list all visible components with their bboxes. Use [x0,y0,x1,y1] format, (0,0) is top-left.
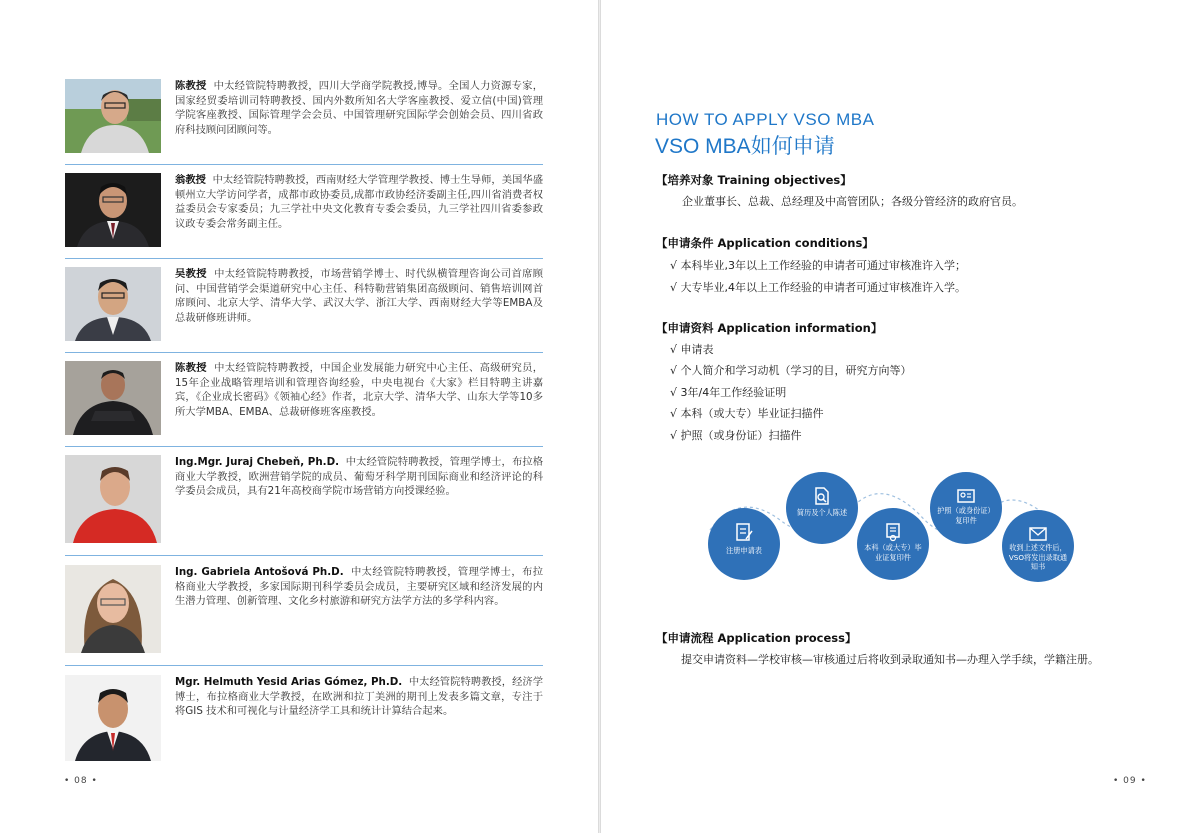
document-search-icon [812,486,832,506]
left-page [0,0,598,833]
form-icon [734,522,754,542]
flow-step-label: 简历及个人陈述 [796,508,848,517]
faculty-name: Ing.Mgr. Juraj Chebeň, Ph.D. [175,456,340,468]
faculty-bio [175,675,543,719]
information-line: √ 护照（或身份证）扫描件 [670,429,802,442]
flow-step-2 [786,472,858,544]
process-line: 提交申请资料—学校审核—审核通过后将收到录取通知书—办理入学手续，学籍注册。 [681,653,1099,666]
section-title-objectives: 【培养对象 Training objectives】 [656,173,852,187]
flow-step-4 [930,472,1002,544]
flow-step-label: 本科（或大专）毕业证复印件 [864,543,922,562]
faculty-photo [65,361,161,435]
objectives-line: 企业董事长、总裁、总经理及中高管团队；各级分管经济的政府官员。 [682,195,1023,208]
divider [65,258,543,259]
conditions-line: √ 本科毕业,3年以上工作经验的申请者可通过审核准许入学； [670,259,966,272]
flow-step-1 [708,508,780,580]
section-title-conditions: 【申请条件 Application conditions】 [656,236,874,250]
faculty-name: 陈教授 [175,362,207,374]
flow-step-label: 收到上述文件后，VSO将发出录取通知书 [1008,543,1068,571]
flow-step-5 [1002,510,1074,582]
faculty-bio [175,565,543,609]
heading-english: HOW TO APPLY VSO MBA [656,110,875,129]
id-card-icon [956,486,976,506]
flow-step-label: 注册申请表 [726,546,762,555]
faculty-bio [175,455,543,499]
flow-step-label: 护照（或身份证）复印件 [937,506,995,525]
information-line: √ 个人简介和学习动机（学习的目，研究方向等） [670,364,912,377]
flow-step-3 [857,508,929,580]
faculty-photo [65,565,161,653]
conditions-line: √ 大专毕业,4年以上工作经验的申请者可通过审核准许入学。 [670,281,966,294]
divider [65,164,543,165]
faculty-name: 翁教授 [175,174,206,186]
faculty-description: 中太经管院特聘教授，西南财经大学管理学教授、博士生导师，美国华盛顿州立大学访问学者，成都市政协委员,成都市政协经济委副主任,四川省消费者权益委员会专家委员；九三学社中央文化教育专委会委员，九三学社四川省委参政议政专委会常务副主任。 [175,174,544,230]
faculty-photo [65,455,161,543]
faculty-bio [175,79,543,137]
faculty-photo [65,173,161,247]
faculty-description: 中太经管院特聘教授，市场营销学博士、时代纵横管理咨询公司首席顾问、中国营销学会渠道研究中心主任、科特勒营销集团高级顾问、销售培训网首席顾问、北京大学、清华大学、武汉大学、浙江大学、西南财经大学等EMBA及总裁研修班讲师。 [175,268,544,324]
page-number: • 09 • [1113,776,1147,786]
information-line: √ 本科（或大专）毕业证扫描件 [670,407,824,420]
faculty-bio [175,361,543,419]
page-number: • 08 • [64,776,98,786]
section-title-process: 【申请流程 Application process】 [656,631,857,645]
divider [65,446,543,447]
faculty-name: Ing. Gabriela Antošová Ph.D. [175,566,344,578]
faculty-name: Mgr. Helmuth Yesid Arias Gómez, Ph.D. [175,676,403,688]
section-title-information: 【申请资料 Application information】 [656,321,883,335]
faculty-photo [65,267,161,341]
heading-chinese: VSO MBA如何申请 [655,135,835,158]
faculty-name: 陈教授 [175,80,207,92]
certificate-icon [883,522,903,542]
divider [65,665,543,666]
information-line: √ 申请表 [670,343,714,356]
faculty-name: 吴教授 [175,268,207,280]
faculty-description: 中太经管院特聘教授，经济学博士，布拉格商业大学教授，在欧洲和拉丁美洲的期刊上发表多篇文章，专注于将GIS 技术和可视化与计量经济学工具和统计计算结合起来。 [175,676,544,718]
information-line: √ 3年/4年工作经验证明 [670,386,787,399]
faculty-description: 中太经管院特聘教授，管理学博士，布拉格商业大学教授，多家国际期刊科学委员会成员，主要研究区域和经济发展的内生潜力管理、创新管理、文化乡村旅游和研究方法学方法的多学科内容。 [175,566,544,608]
faculty-photo [65,675,161,761]
faculty-description: 中太经管院特聘教授，中国企业发展能力研究中心主任、高级研究员，15年企业战略管理培训和管理咨询经验，中央电视台《大家》栏目特聘主讲嘉宾，《企业成长密码》《领袖心经》作者，北京大学、清华大学、山东大学等10多所大学MBA、EMBA、总裁研修班客座教授。 [175,362,544,418]
envelope-icon [1028,524,1048,544]
faculty-bio [175,173,543,231]
faculty-bio [175,267,543,325]
faculty-description: 中太经管院特聘教授，管理学博士，布拉格商业大学教授，欧洲营销学院的成员、葡萄牙科学期刊国际商业和经济评论的科学委员会成员，具有21年高校商学院市场营销方向授课经验。 [175,456,544,498]
divider [65,555,543,556]
faculty-photo [65,79,161,153]
divider [65,352,543,353]
faculty-description: 中太经管院特聘教授，四川大学商学院教授,博导。全国人力资源专家，国家经贸委培训司特聘教授、国内外数所知名大学客座教授、爱立信(中国)管理学院客座教授、国际管理学会会员、中国管理研究国际学会创始会员、四川省政府科技顾问团顾问等。 [175,80,544,136]
